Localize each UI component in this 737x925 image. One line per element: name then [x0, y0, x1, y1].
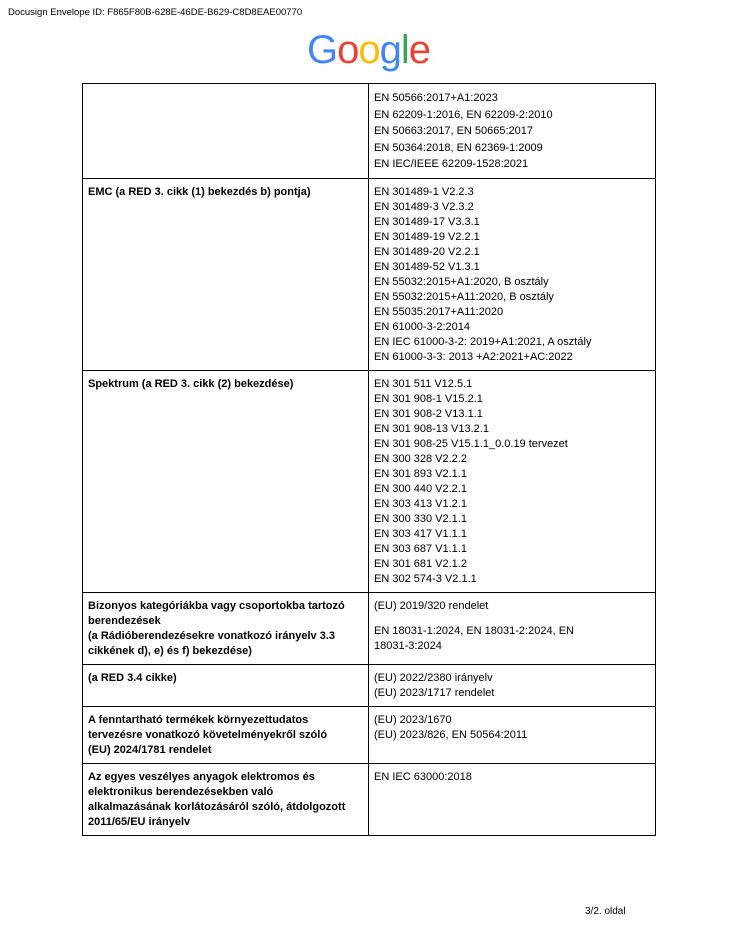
table-row [83, 178, 656, 370]
standard-item: EN 303 417 V1.1.1 [374, 527, 467, 540]
spacer [374, 614, 650, 624]
requirement-label: EMC (a RED 3. cikk (1) bekezdés b) pontja) [83, 178, 369, 370]
requirement-label [83, 592, 369, 664]
standard-item: EN 302 574-3 V2.1.1 [374, 572, 477, 585]
logo-letter: l [400, 28, 409, 72]
standard-item: (EU) 2023/826, EN 50564:2011 [374, 728, 528, 741]
standards-list [369, 592, 656, 664]
logo-letter: e [408, 28, 430, 72]
standards-table [82, 83, 656, 836]
standard-item: EN 301 681 V2.1.2 [374, 557, 467, 570]
standard-item: EN 300 330 V2.1.1 [374, 512, 467, 525]
label-line: tervezésre vonatkozó követelményekről szóló [88, 728, 328, 741]
standard-item: EN 55035:2017+A11:2020 [374, 305, 504, 318]
label-line: elektronikus berendezésekben való [88, 785, 274, 798]
standard-item: EN 301 511 V12.5.1 [374, 377, 473, 390]
label-line: (EU) 2024/1781 rendelet [88, 743, 212, 756]
logo-letter: g [379, 28, 401, 72]
logo-letter: G [306, 28, 338, 72]
standards-list [369, 178, 656, 370]
standard-item: EN IEC 63000:2018 [374, 770, 472, 783]
standard-item: EN 55032:2015+A11:2020, B osztály [374, 290, 554, 303]
standard-item: EN 301 908-13 V13.2.1 [374, 422, 489, 435]
label-line: A fenntartható termékek környezettudatos [88, 713, 309, 726]
requirement-label [83, 706, 369, 763]
requirement-label: (a RED 3.4 cikke) [83, 664, 369, 706]
table-row [83, 592, 656, 664]
table-row [83, 763, 656, 835]
standard-item: EN 301489-20 V2.2.1 [374, 245, 480, 258]
label-line: 2011/65/EU irányelv [88, 815, 191, 828]
table-row [83, 84, 656, 179]
label-line: alkalmazásának korlátozásáról szóló, átdolgozott [88, 800, 346, 813]
standard-item: EN 61000-3-3: 2013 +A2:2021+AC:2022 [374, 350, 573, 363]
label-line: berendezések [88, 614, 161, 627]
standard-item: EN 50566:2017+A1:2023 [374, 92, 498, 104]
standard-item: (EU) 2022/2380 irányelv [374, 671, 493, 684]
standard-item: EN 61000-3-2:2014 [374, 320, 471, 333]
standard-item: EN 55032:2015+A1:2020, B osztály [374, 275, 549, 288]
page-number: 3/2. oldal [585, 906, 626, 917]
label-line: Bizonyos kategóriákba vagy csoportokba tartozó [88, 599, 345, 612]
standard-item: EN 301489-17 V3.3.1 [374, 215, 480, 228]
standard-item: EN IEC 61000-3-2: 2019+A1:2021, A osztály [374, 335, 592, 348]
standard-item: (EU) 2019/320 rendelet [374, 599, 489, 612]
label-line: Az egyes veszélyes anyagok elektromos és [88, 770, 315, 783]
standard-item: EN 50663:2017, EN 50665:2017 [374, 125, 534, 137]
google-logo [0, 28, 737, 73]
requirement-label [83, 84, 369, 179]
standard-item: EN 303 413 V1.2.1 [374, 497, 467, 510]
standard-item: EN 300 328 V2.2.2 [374, 452, 467, 465]
standard-item: EN 301489-19 V2.2.1 [374, 230, 480, 243]
standard-item: EN 301489-52 V1.3.1 [374, 260, 480, 273]
standards-list [369, 706, 656, 763]
standard-item: EN 62209-1:2016, EN 62209-2:2010 [374, 108, 553, 121]
standard-item: 18031-3:2024 [374, 639, 442, 652]
logo-letter: o [337, 28, 359, 72]
standards-list [369, 370, 656, 592]
standard-item: EN 301 908-25 V15.1.1_0.0.19 tervezet [374, 437, 568, 450]
standards-list [369, 84, 656, 179]
table-row [83, 706, 656, 763]
standards-list [369, 664, 656, 706]
standard-item: EN 301 908-1 V15.2.1 [374, 392, 483, 405]
standard-item: EN 300 440 V2.2.1 [374, 482, 467, 495]
label-line: (a Rádióberendezésekre vonatkozó irányelv 3.3 [88, 629, 335, 642]
standard-item: EN 301 908-2 V13.1.1 [374, 407, 483, 420]
standard-item: (EU) 2023/1717 rendelet [374, 686, 495, 699]
standard-item: EN 301489-1 V2.2.3 [374, 185, 474, 198]
standard-item: EN 301 893 V2.1.1 [374, 467, 467, 480]
standard-item: EN 301489-3 V2.3.2 [374, 200, 474, 213]
label-line: cikkének d), e) és f) bekezdése) [88, 644, 252, 657]
requirement-label [83, 763, 369, 835]
standards-list [369, 763, 656, 835]
table-row [83, 664, 656, 706]
table-row [83, 370, 656, 592]
standard-item: EN 18031-1:2024, EN 18031-2:2024, EN [374, 624, 574, 637]
standard-item: EN 303 687 V1.1.1 [374, 542, 467, 555]
standard-item: (EU) 2023/1670 [374, 713, 452, 726]
standard-item: EN IEC/IEEE 62209-1528:2021 [374, 158, 529, 170]
envelope-id: Docusign Envelope ID: F865F80B-628E-46DE-B629-C8D8EAE00770 [8, 7, 303, 18]
requirement-label: Spektrum (a RED 3. cikk (2) bekezdése) [83, 370, 369, 592]
standard-item: EN 50364:2018, EN 62369-1:2009 [374, 141, 543, 154]
logo-letter: o [358, 28, 380, 72]
